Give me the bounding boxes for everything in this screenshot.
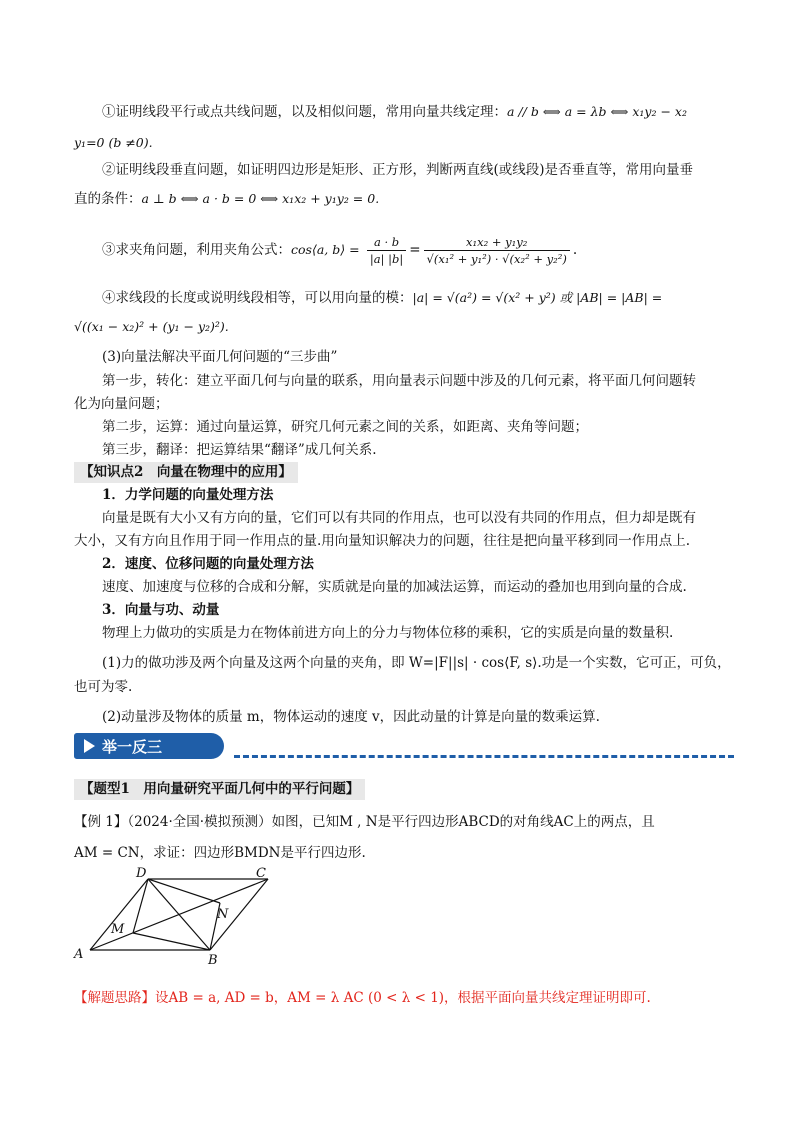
item1-text: ①证明线段平行或点共线问题，以及相似问题，常用向量共线定理： bbox=[102, 104, 507, 120]
parallelogram-figure bbox=[70, 866, 280, 966]
point-label-m: M bbox=[111, 922, 125, 937]
frac1-numerator: a · b bbox=[367, 234, 406, 251]
item1-formula-cont: y₁=0 (b ≠0). bbox=[74, 135, 153, 150]
item3-fraction-1 bbox=[367, 234, 406, 267]
kp2-heading-2: 2．速度、位移问题的向量处理方法 bbox=[102, 556, 314, 572]
item2-text: ②证明线段垂直问题，如证明四边形是矩形、正方形，判断两直线(或线段)是否垂直等，常用向量垂 bbox=[102, 162, 694, 178]
frac2-denominator: √(x₁² + y₁²) · √(x₂² + y₂²) bbox=[426, 252, 567, 266]
item4-text: ④求线段的长度或说明线段相等，可以用向量的模： bbox=[102, 290, 413, 306]
question-type-1-tag: 【题型1 用向量研究平面几何中的平行问题】 bbox=[74, 779, 365, 800]
item1-formula: a // b ⟺ a = λb ⟺ x₁y₂ − x₂ bbox=[507, 104, 687, 119]
point-label-n: N bbox=[217, 907, 229, 922]
step3-line: 第三步，翻译：把运算结果“翻译”成几何关系. bbox=[102, 442, 377, 458]
item2-formula: a ⊥ b ⟺ a · b = 0 ⟺ x₁x₂ + y₁y₂ = 0. bbox=[141, 191, 380, 206]
item3-fraction-2 bbox=[424, 234, 570, 267]
kp2-para-5: (2)动量涉及物体的质量 m，物体运动的速度 v，因此动量的计算是向量的数乘运算. bbox=[102, 709, 600, 725]
kp2-heading-1: 1．力学问题的向量处理方法 bbox=[102, 487, 274, 503]
kp2-para-1: 向量是既有大小又有方向的量，它们可以有共同的作用点，也可以没有共同的作用点，但力却是既有 bbox=[102, 510, 696, 526]
kp2-heading-3: 3．向量与功、动量 bbox=[102, 602, 220, 618]
vertex-label-c: C bbox=[256, 866, 266, 881]
kp2-para-1-cont: 大小，又有方向且作用于同一作用点的量.用向量知识解决力的问题，往往是把向量平移到同一作用点上. bbox=[74, 533, 691, 549]
step1-line: 第一步，转化：建立平面几何与向量的联系，用向量表示问题中涉及的几何元素，将平面几何问题转 bbox=[102, 373, 696, 389]
step2-line: 第二步，运算：通过向量运算，研究几何元素之间的关系，如距离、夹角等问题； bbox=[102, 419, 588, 435]
method-item4-line bbox=[102, 288, 762, 308]
item4-formula-cont: √((x₁ − x₂)² + (y₁ − y₂)²). bbox=[74, 319, 229, 334]
method-item4-cont bbox=[74, 317, 734, 337]
example-1-line: 【例 1】（2024·全国·模拟预测）如图，已知M , N是平行四边形ABCD的对角线AC上的两点，且 bbox=[74, 814, 655, 830]
section-banner bbox=[74, 733, 734, 763]
segment-dm bbox=[133, 879, 148, 933]
steps-title: (3)向量法解决平面几何问题的“三步曲” bbox=[102, 349, 338, 365]
vertex-label-b: B bbox=[208, 953, 218, 966]
segment-mb bbox=[133, 933, 210, 950]
method-item3-line: ③求夹角问题，利用夹角公式：cos⟨a, b⟩ = $\frac{a \cdot b}{|a| |b|}$ = $\frac{\text{x₁x₂ + y₁y₂}}{\text{√(x₁² + y₁²) · √(x₂² + y₂²)}}$ . bbox=[102, 235, 578, 266]
method-item2-cont bbox=[74, 189, 734, 209]
hint-body: 设AB = a, AD = b，AM = λ AC (0 < λ < 1)，根据平面向量共线定理证明即可. bbox=[155, 990, 651, 1006]
item3-lhs: cos⟨a, b⟩ = bbox=[291, 242, 360, 257]
banner-dashed-rule bbox=[234, 755, 734, 758]
kp2-para-4-cont: 也可为零. bbox=[74, 679, 133, 695]
kp2-para-3: 物理上力做功的实质是力在物体前进方向上的分力与物体位移的乘积，它的实质是向量的数量积. bbox=[102, 625, 674, 641]
banner-label: 举一反三 bbox=[102, 738, 163, 756]
knowledge-point-2-tag: 【知识点2 向量在物理中的应用】 bbox=[74, 462, 298, 483]
hint-tag: 【解题思路】 bbox=[74, 990, 155, 1006]
frac1-denominator: |a| |b| bbox=[369, 252, 404, 266]
solution-hint-line bbox=[74, 988, 734, 1008]
item4-formula: |a| = √(a²) = √(x² + y²) 或 |AB| = |AB| = bbox=[412, 290, 663, 305]
vertex-label-d: D bbox=[136, 866, 147, 881]
kp2-para-2: 速度、加速度与位移的合成和分解，实质就是向量的加减法运算，而运动的叠加也用到向量的合成. bbox=[102, 579, 687, 595]
item3-text: ③求夹角问题，利用夹角公式： bbox=[102, 242, 291, 258]
kp2-para-4: (1)力的做功涉及两个向量及这两个向量的夹角，即 W=|F||s| · cos⟨F, s⟩.功是一个实数，它可正，可负， bbox=[102, 655, 731, 671]
step1-cont: 化为向量问题； bbox=[74, 396, 169, 412]
method-item1-line bbox=[102, 102, 762, 122]
method-item2-line bbox=[102, 160, 762, 180]
example-1-cont: AM = CN，求证：四边形BMDN是平行四边形. bbox=[74, 845, 366, 861]
method-item1-cont bbox=[74, 133, 734, 153]
item2-prefix: 直的条件： bbox=[74, 191, 142, 207]
play-arrow-icon bbox=[84, 739, 95, 753]
edge-da bbox=[90, 879, 148, 950]
vertex-label-a: A bbox=[74, 947, 84, 962]
frac2-numerator: x₁x₂ + y₁y₂ bbox=[424, 234, 570, 251]
